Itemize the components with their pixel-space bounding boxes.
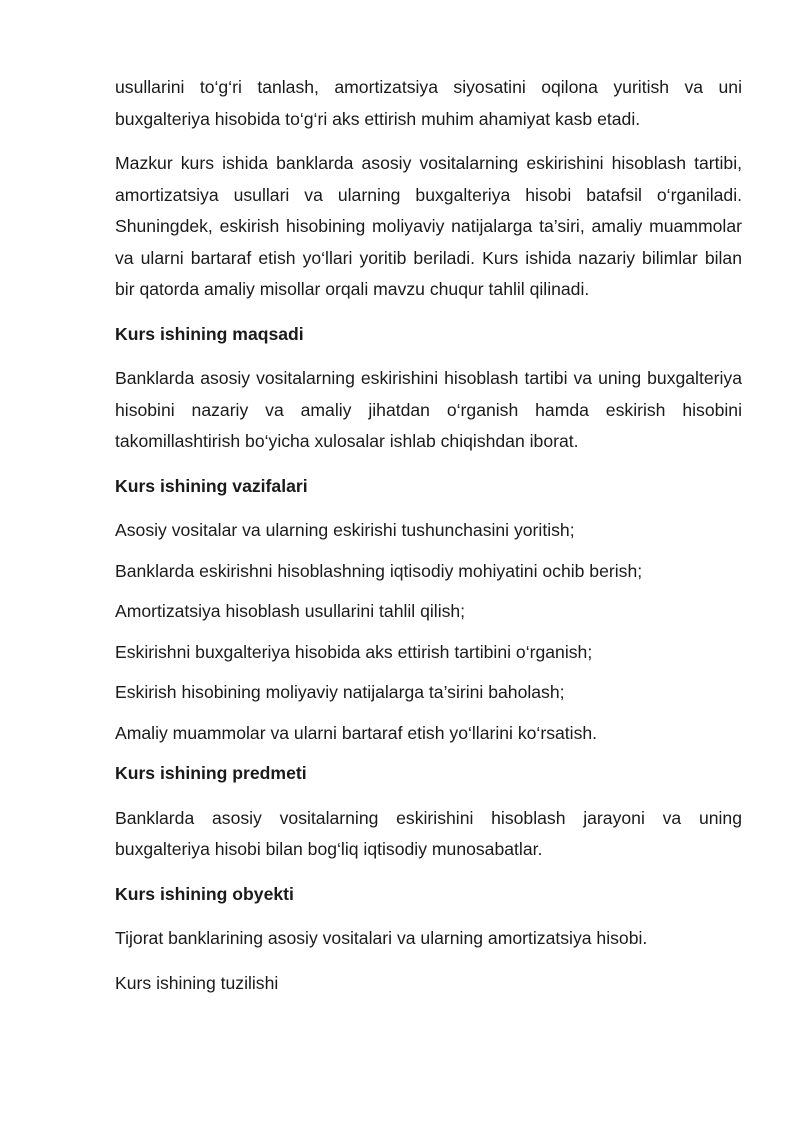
subject-heading: Kurs ishining predmeti bbox=[115, 763, 307, 783]
document-page bbox=[115, 72, 742, 1012]
task-item: Asosiy vositalar va ularning eskirishi tushunchasini yoritish; bbox=[115, 520, 575, 540]
object-paragraph: Tijorat banklarining asosiy vositalari va ularning amortizatsiya hisobi. bbox=[115, 928, 648, 948]
structure-label: Kurs ishining tuzilishi bbox=[115, 972, 279, 993]
scope-paragraph: Mazkur kurs ishida banklarda asosiy vositalarning eskirishini hisoblash tartibi, amortizatsiya usullari va ularning buxgalteriya hisobi batafsil o‘rganiladi. Shuningdek, eskirish hisobining moliyaviy natijalarga ta’siri, amaliy muammolar va ularni bartaraf etish yo‘llari yoritib beriladi. Kurs ishida nazariy bilimlar bilan bir qatorda amaliy misollar orqali mavzu chuqur tahlil qilinadi. bbox=[115, 153, 742, 299]
goal-heading: Kurs ishining maqsadi bbox=[115, 323, 304, 344]
task-item: Banklarda eskirishni hisoblashning iqtisodiy mohiyatini ochib berish; bbox=[115, 560, 643, 581]
task-item: Eskirish hisobining moliyaviy natijalarga ta’sirini baholash; bbox=[115, 682, 565, 702]
task-item: Amaliy muammolar va ularni bartaraf etish yo‘llarini ko‘rsatish. bbox=[115, 722, 598, 743]
object-heading: Kurs ishining obyekti bbox=[115, 883, 294, 904]
intro-paragraph-continued: usullarini to‘g‘ri tanlash, amortizatsiya siyosatini oqilona yuritish va uni buxgalteriya hisobida to‘g‘ri aks ettirish muhim ahamiyat kasb etadi. bbox=[115, 77, 742, 129]
tasks-heading: Kurs ishining vazifalari bbox=[115, 475, 308, 496]
task-item: Amortizatsiya hisoblash usullarini tahlil qilish; bbox=[115, 601, 466, 621]
tasks-list bbox=[115, 515, 742, 749]
subject-paragraph: Banklarda asosiy vositalarning eskirishini hisoblash jarayoni va uning buxgalteriya hisobi bilan bog‘liq iqtisodiy munosabatlar. bbox=[115, 807, 742, 859]
goal-paragraph: Banklarda asosiy vositalarning eskirishini hisoblash tartibi va uning buxgalteriya hisobini nazariy va amaliy jihatdan o‘rganish hamda eskirish hisobini takomillashtirish bo‘yicha xulosalar ishlab chiqishdan iborat. bbox=[115, 368, 742, 451]
task-item: Eskirishni buxgalteriya hisobida aks ettirish tartibini o‘rganish; bbox=[115, 641, 593, 662]
